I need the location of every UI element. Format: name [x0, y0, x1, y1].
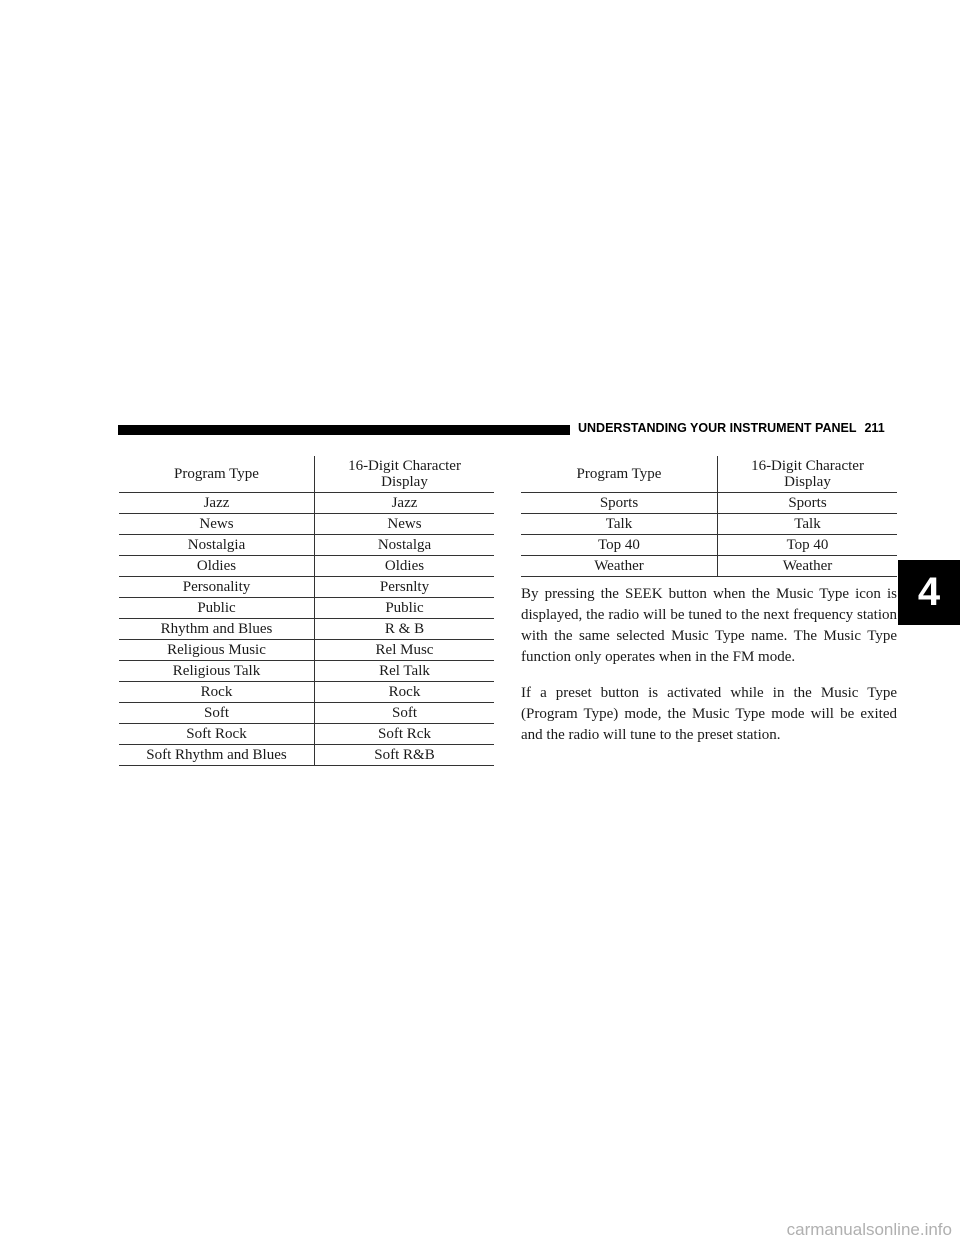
- program-type-cell: News: [119, 514, 315, 535]
- column-header-display-line1: 16-Digit Character: [751, 458, 864, 474]
- display-cell: Rel Musc: [315, 640, 495, 661]
- program-type-cell: Religious Music: [119, 640, 315, 661]
- program-type-cell: Public: [119, 598, 315, 619]
- watermark: carmanualsonline.info: [786, 1220, 952, 1239]
- table-row: [521, 514, 897, 535]
- column-header-program-type: Program Type: [119, 456, 315, 493]
- program-type-cell: Rhythm and Blues: [119, 619, 315, 640]
- table-row: [119, 493, 494, 514]
- display-cell: Rock: [315, 682, 495, 703]
- display-cell: Soft R&B: [315, 745, 495, 766]
- program-type-cell: Jazz: [119, 493, 315, 514]
- table-row: [521, 535, 897, 556]
- column-header-display: [315, 456, 495, 493]
- column-header-display-line2: Display: [784, 474, 831, 490]
- table-row: [119, 577, 494, 598]
- program-type-table-left: [119, 456, 494, 766]
- program-type-cell: Sports: [521, 493, 718, 514]
- table-row: [521, 493, 897, 514]
- table-row: [119, 556, 494, 577]
- column-header-display-line2: Display: [381, 474, 428, 490]
- program-type-cell: Oldies: [119, 556, 315, 577]
- program-type-cell: Soft Rhythm and Blues: [119, 745, 315, 766]
- display-cell: Oldies: [315, 556, 495, 577]
- program-type-cell: Soft Rock: [119, 724, 315, 745]
- display-cell: Rel Talk: [315, 661, 495, 682]
- table-row: [119, 661, 494, 682]
- table-row: [119, 535, 494, 556]
- table-row: [119, 724, 494, 745]
- display-cell: Top 40: [718, 535, 898, 556]
- display-cell: Soft: [315, 703, 495, 724]
- display-cell: Soft Rck: [315, 724, 495, 745]
- table-row: [119, 682, 494, 703]
- section-title: UNDERSTANDING YOUR INSTRUMENT PANEL: [578, 421, 857, 435]
- table-header-row: [119, 456, 494, 493]
- table-row: [119, 745, 494, 766]
- table-row: [119, 598, 494, 619]
- display-cell: Sports: [788, 495, 827, 511]
- display-cell: Talk: [718, 514, 898, 535]
- table-row: [119, 640, 494, 661]
- column-header-program-type: Program Type: [521, 456, 718, 493]
- display-cell: Public: [315, 598, 495, 619]
- display-cell: Persnlty: [315, 577, 495, 598]
- table-row: [521, 556, 897, 577]
- table-row: [119, 703, 494, 724]
- display-cell: Jazz: [391, 495, 418, 511]
- display-cell: R & B: [315, 619, 495, 640]
- paragraph-preset: If a preset button is activated while in the Music Type (Program Type) mode, the Music Type mode will be exited and the radio will tune to the preset station.: [521, 685, 897, 743]
- chapter-tab: 4: [898, 560, 960, 625]
- running-header: [578, 421, 898, 435]
- program-type-cell: Soft: [119, 703, 315, 724]
- page-number: 211: [864, 421, 885, 435]
- display-cell: Nostalga: [315, 535, 495, 556]
- header-rule: [118, 425, 570, 435]
- program-type-cell: Rock: [119, 682, 315, 703]
- table-header-row: [521, 456, 897, 493]
- program-type-cell: Personality: [119, 577, 315, 598]
- program-type-cell: Talk: [521, 514, 718, 535]
- column-header-display: [718, 456, 898, 493]
- table-row: [119, 619, 494, 640]
- display-cell: Weather: [718, 556, 898, 577]
- column-header-display-line1: 16-Digit Character: [348, 458, 461, 474]
- table-row: [119, 514, 494, 535]
- program-type-cell: Nostalgia: [119, 535, 315, 556]
- paragraph-seek: By pressing the SEEK button when the Music Type icon is displayed, the radio will be tuned to the next frequency station with the same selected Music Type name. The Music Type function only operates when in the FM mode.: [521, 586, 897, 665]
- program-type-table-right: [521, 456, 897, 577]
- program-type-cell: Top 40: [521, 535, 718, 556]
- program-type-cell: Religious Talk: [119, 661, 315, 682]
- display-cell: News: [315, 514, 495, 535]
- program-type-cell: Weather: [521, 556, 718, 577]
